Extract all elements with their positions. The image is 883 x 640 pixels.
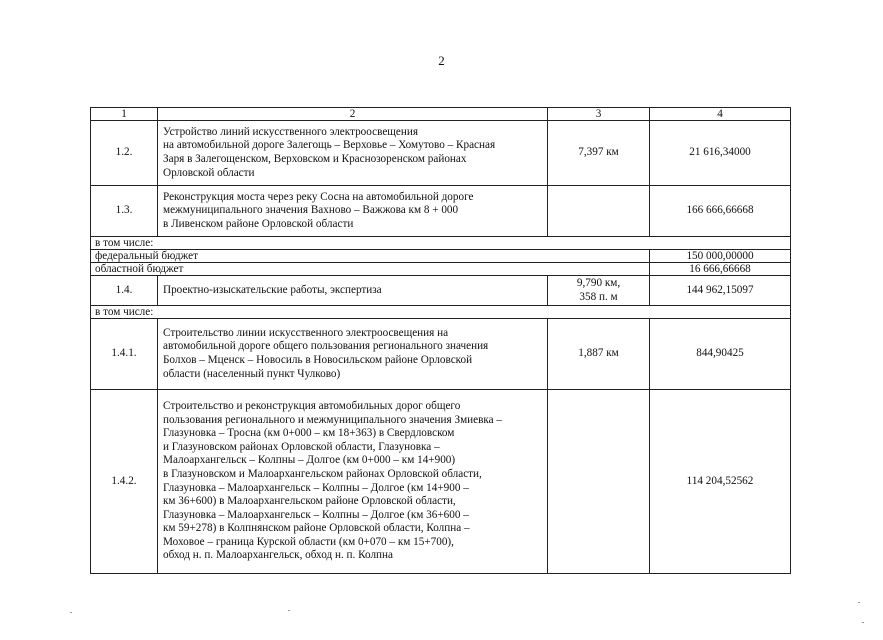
description-line: Болхов – Мценск – Новосиль в Новосильском районе Орловской: [163, 354, 473, 366]
row-amount: 844,90425: [650, 319, 791, 390]
including-row: [91, 237, 791, 250]
regional-budget-amount: 16 666,66668: [650, 263, 791, 276]
description-line: в Глазуновском и Малоархангельском районах Орловской области,: [163, 467, 482, 480]
description-line: обход н. п. Малоархангельск, обход н. п. Колпна: [163, 549, 394, 562]
page-number: 2: [438, 53, 445, 68]
quantity-line: 358 п. м: [579, 290, 618, 303]
scan-speck: [70, 612, 72, 613]
table-header-row: [91, 108, 791, 121]
description-line: Глазуновка – Малоархангельск – Колпны – Долгое (км 36+600 –: [163, 508, 469, 521]
table-row-1-2: [91, 121, 791, 186]
description-line: Заря в Залегощенском, Верховском и Краснозоренском районах: [163, 153, 467, 165]
description-line: Малоархангельск – Колпны – Долгое (км 0+000 – км 14+900): [163, 454, 456, 467]
regional-budget-label: областной бюджет: [91, 263, 650, 276]
description-line: в Ливенском районе Орловской области: [163, 217, 354, 230]
description-line: межмуниципального значения Вахново – Важжова км 8 + 000: [163, 204, 459, 217]
table-row-1-4-2: [91, 390, 791, 574]
row-description: [158, 186, 548, 237]
budget-table: [90, 107, 791, 574]
table-row-1-4-1: [91, 319, 791, 390]
table-row-1-4: [91, 276, 791, 306]
description-line: Строительство и реконструкция автомобильных дорог общего: [163, 399, 461, 412]
description-line: автомобильной дороге общего пользования регионального значения: [163, 340, 489, 353]
row-number: 1.4.2.: [91, 390, 158, 574]
scan-speck: [862, 622, 864, 623]
description-line: км 36+600) в Малоархангельском районе Орловской области,: [163, 495, 456, 508]
row-quantity: 7,397 км: [548, 121, 650, 186]
row-amount: 166 666,66668: [650, 186, 791, 237]
description-line: Орловской области: [163, 166, 255, 179]
row-quantity: [548, 186, 650, 237]
description-line: пользования регионального и межмуниципального значения Змиевка –: [163, 413, 502, 426]
row-description: [158, 121, 548, 186]
description-line: Устройство линий искусственного электроосвещения: [163, 125, 418, 138]
row-number: 1.2.: [91, 121, 158, 186]
header-col-4: 4: [650, 108, 791, 121]
including-label: в том числе:: [91, 306, 791, 319]
description-line: Реконструкция моста через реку Сосна на автомобильной дороге: [163, 190, 474, 203]
including-label: в том числе:: [91, 237, 791, 250]
row-number: 1.3.: [91, 186, 158, 237]
row-quantity: 1,887 км: [548, 319, 650, 390]
row-number: 1.4.: [91, 276, 158, 306]
scan-speck: [858, 602, 860, 603]
regional-budget-row: [91, 263, 791, 276]
row-description: [158, 319, 548, 390]
description-line: Строительство линии искусственного электроосвещения на: [163, 326, 449, 339]
row-amount: 144 962,15097: [650, 276, 791, 306]
row-description: [158, 390, 548, 574]
federal-budget-label: федеральный бюджет: [91, 250, 650, 263]
row-amount: 21 616,34000: [650, 121, 791, 186]
row-quantity: [548, 390, 650, 574]
description-line: и Глазуновском районах Орловской области, Глазуновка –: [163, 440, 440, 453]
row-number: 1.4.1.: [91, 319, 158, 390]
header-col-2: 2: [158, 108, 548, 121]
description-line: области (населенный пункт Чулково): [163, 367, 341, 380]
row-amount: 114 204,52562: [650, 390, 791, 574]
row-description: Проектно-изыскательские работы, экспертиза: [158, 276, 548, 306]
description-line: Глазуновка – Тросна (км 0+000 – км 18+363) в Свердловском: [163, 427, 455, 440]
quantity-line: 9,790 км,: [576, 276, 621, 289]
federal-budget-row: [91, 250, 791, 263]
description-line: на автомобильной дороге Залегощь – Верховье – Хомутово – Красная: [163, 139, 496, 152]
description-line: Моховое – граница Курской области (км 0+070 – км 15+700),: [163, 535, 454, 548]
description-line: Глазуновка – Малоархангельск – Колпны – Долгое (км 14+900 –: [163, 481, 469, 494]
including-row: [91, 306, 791, 319]
description-line: км 59+278) в Колпнянском районе Орловской области, Колпна –: [163, 522, 470, 535]
scan-speck: [288, 610, 290, 611]
federal-budget-amount: 150 000,00000: [650, 250, 791, 263]
header-col-3: 3: [548, 108, 650, 121]
table-row-1-3: [91, 186, 791, 237]
row-quantity: [548, 276, 650, 306]
header-col-1: 1: [91, 108, 158, 121]
